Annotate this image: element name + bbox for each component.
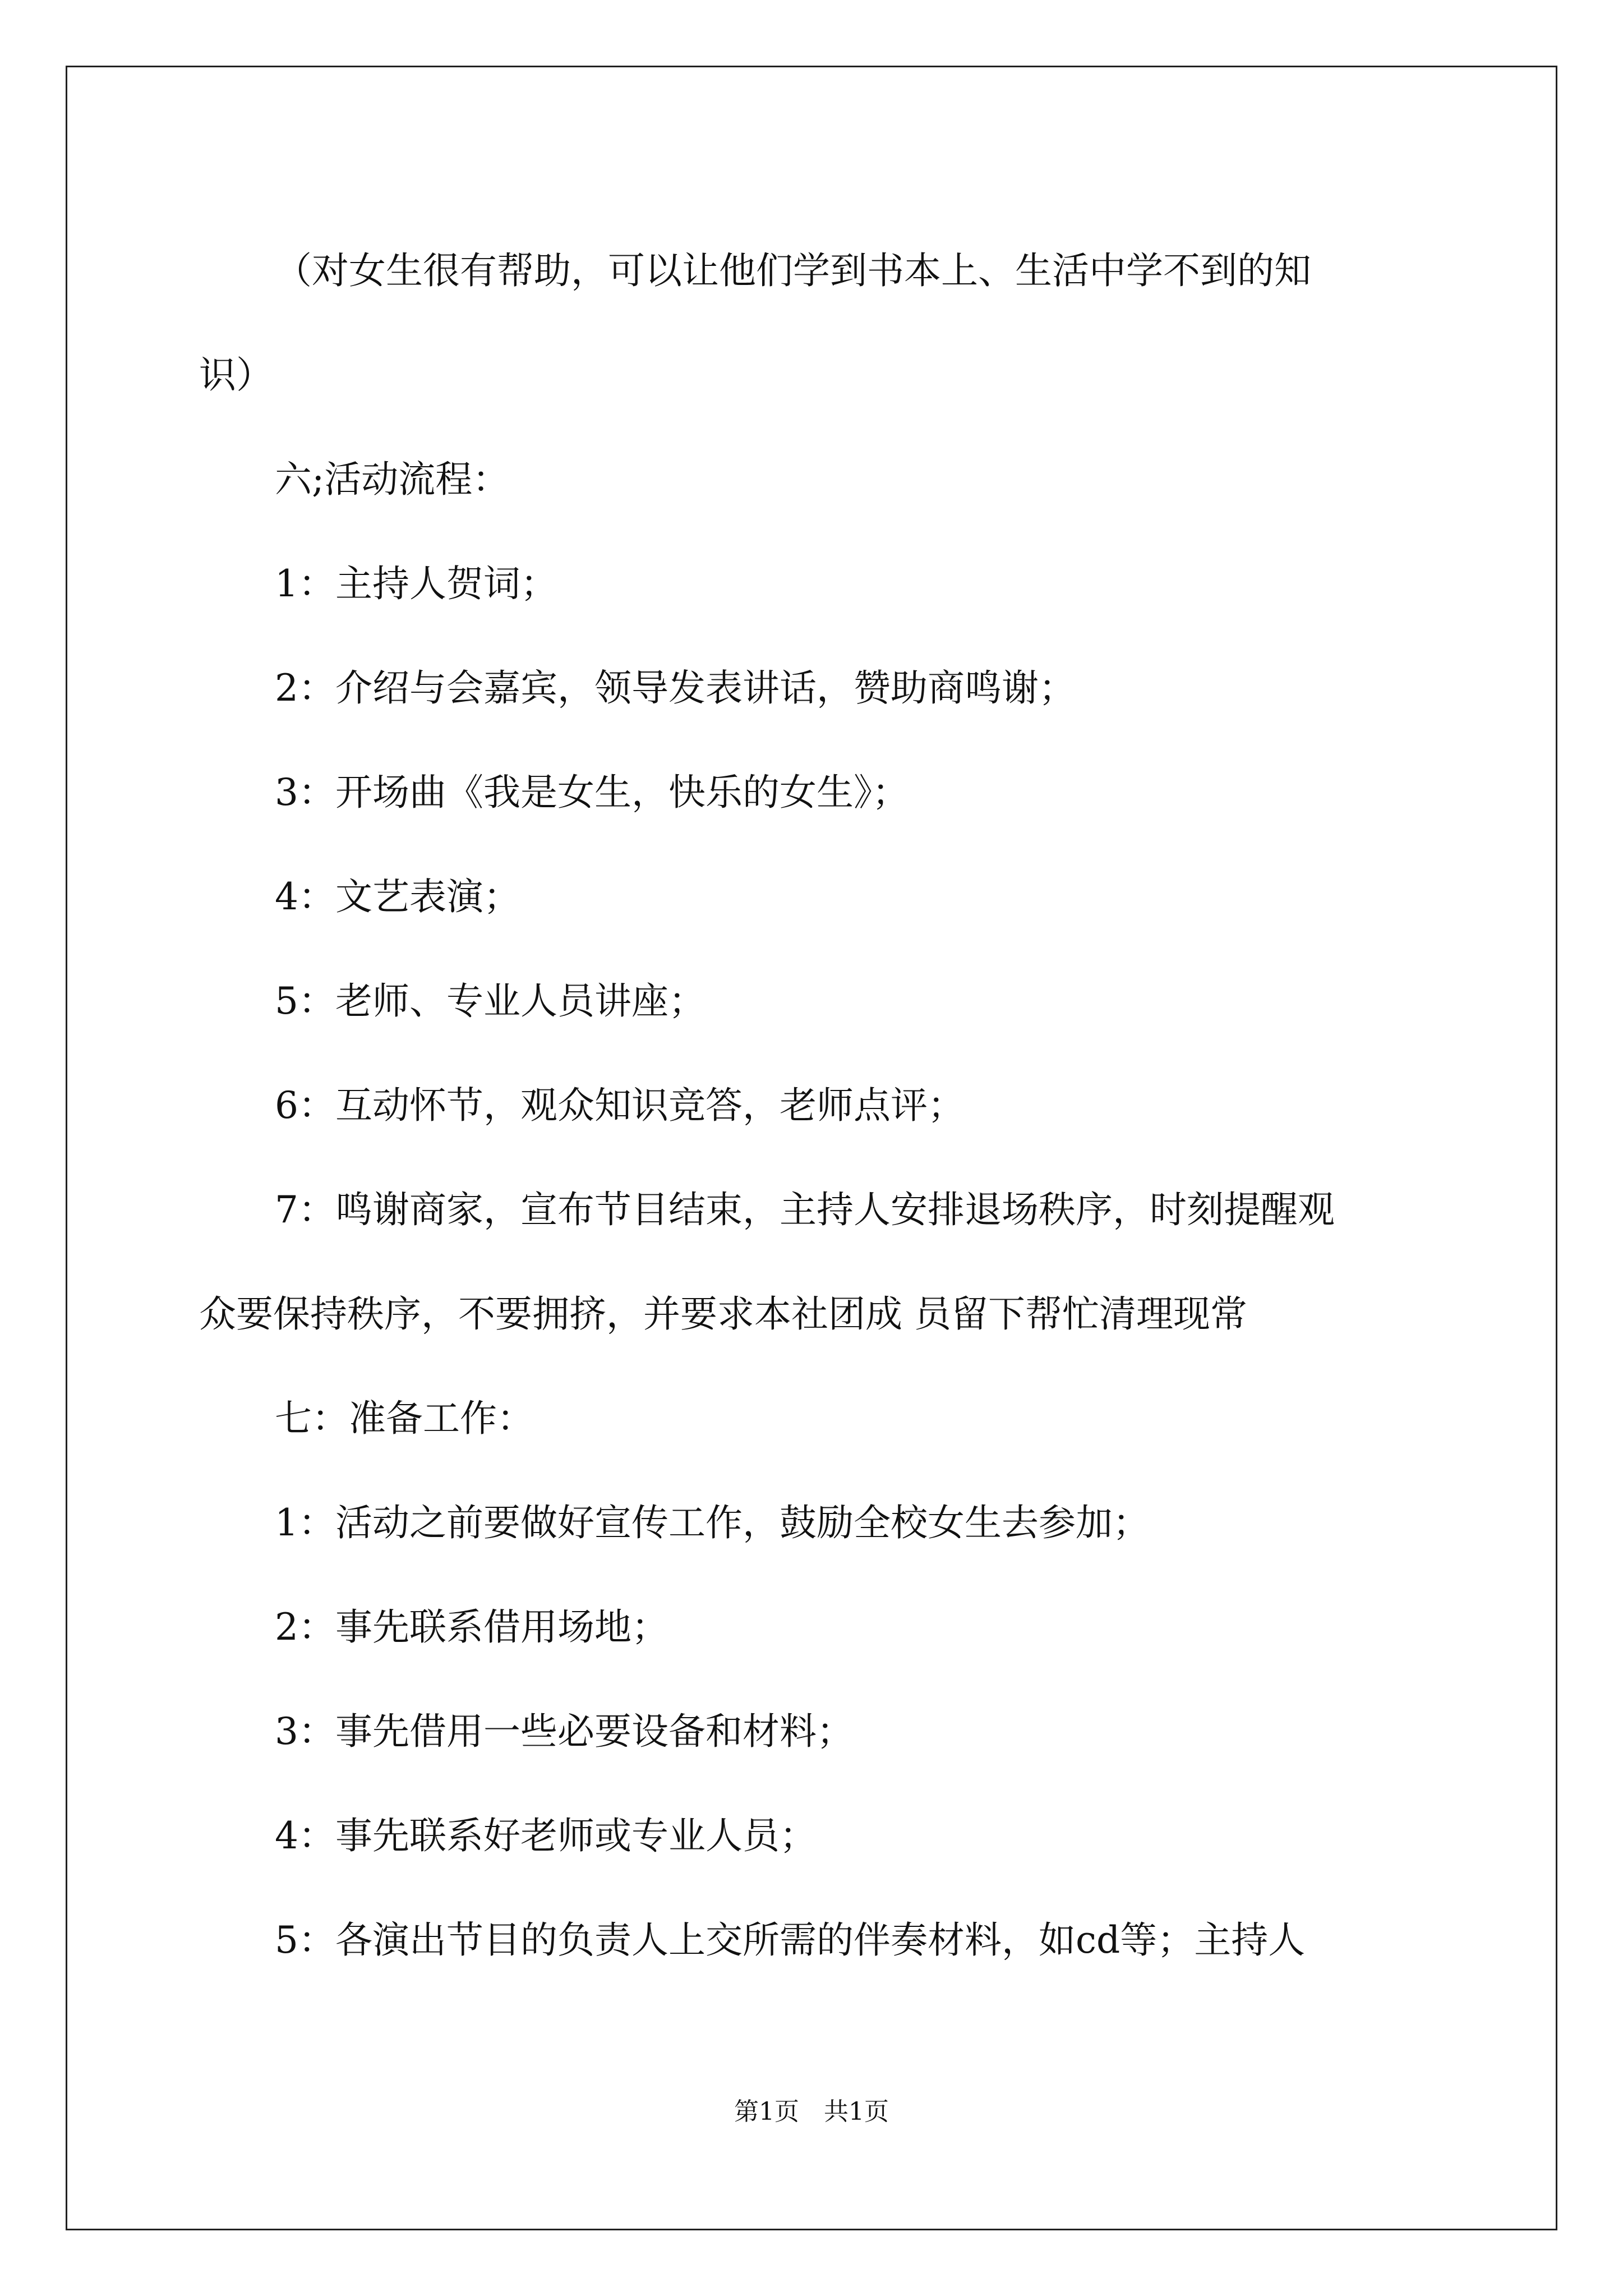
list-item: 3：开场曲《我是女生，快乐的女生》；	[275, 771, 909, 814]
list-item: 7：鸣谢商家，宣布节目结束，主持人安排退场秩序，时刻提醒观	[275, 1188, 1335, 1231]
section-heading-7: 七：准备工作：	[275, 1397, 534, 1440]
list-item: 1：活动之前要做好宣传工作，鼓励全校女生去参加；	[275, 1501, 1150, 1544]
list-item: 6：互动怀节，观众知识竞答，老师点评；	[275, 1084, 965, 1127]
section-heading-6: 六;活动流程：	[275, 458, 510, 501]
list-item: 5：老师、专业人员讲座；	[275, 979, 706, 1023]
document-body	[199, 219, 1433, 1993]
list-item: 2：介绍与会嘉宾，领导发表讲话，赞助商鸣谢；	[275, 666, 1076, 710]
list-item: 4：事先联系好老师或专业人员；	[275, 1814, 817, 1857]
list-item: 4：文艺表演；	[275, 875, 520, 918]
list-item: 2：事先联系借用场地；	[275, 1605, 668, 1649]
list-item-continuation: 众要保持秩序，不要拥挤，并要求本社团成 员留下帮忙清理现常	[199, 1292, 1247, 1336]
list-item: 3：事先借用一些必要设备和材料；	[275, 1710, 854, 1753]
paragraph-1: （对女生很有帮助，可以让他们学到书本上、生活中学不到的知	[275, 249, 1311, 292]
list-item: 1：主持人贺词；	[275, 562, 557, 605]
list-item: 5：各演出节目的负责人上交所需的伴奏材料，如cd等；主持人	[275, 1918, 1306, 1962]
paragraph-2: 识）	[199, 353, 273, 397]
page-footer: 第1页 共1页	[734, 2097, 889, 2126]
